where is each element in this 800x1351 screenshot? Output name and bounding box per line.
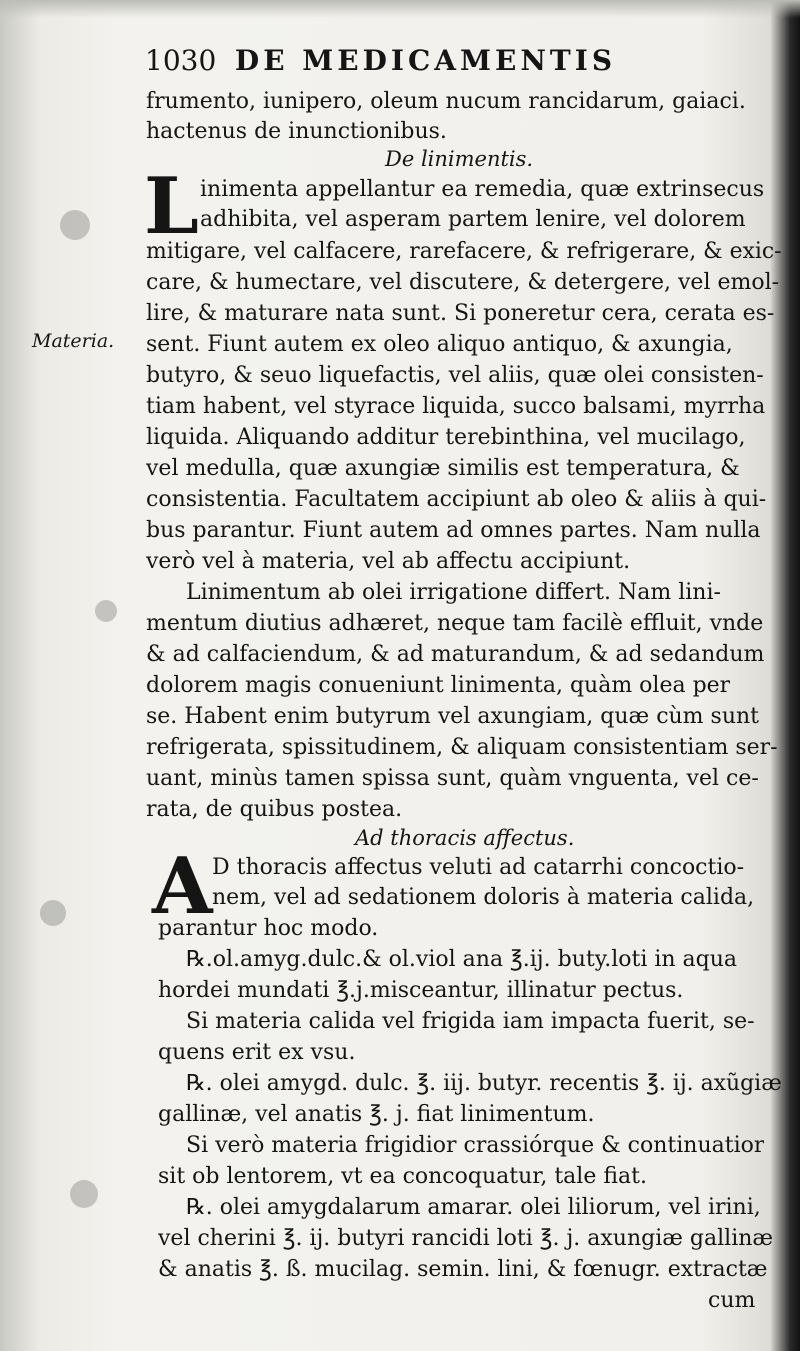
text-line: liquida. Aliquando additur terebinthina, vel mucilago, bbox=[146, 425, 746, 450]
text-line: Si verò materia frigidior crassiórque & continuatior bbox=[186, 1133, 765, 1158]
text-line: sit ob lentorem, vt ea concoquatur, tale fiat. bbox=[158, 1164, 647, 1189]
text-line: mitigare, vel calfacere, rarefacere, & refrigerare, & exic- bbox=[146, 239, 782, 264]
text-line: sent. Fiunt autem ex oleo aliquo antiquo, & axungia, bbox=[146, 332, 733, 357]
text-line: parantur hoc modo. bbox=[158, 916, 379, 941]
text-line: & anatis ℥. ß. mucilag. semin. lini, & fœnugr. extractæ bbox=[158, 1257, 768, 1282]
text-line: D thoracis affectus veluti ad catarrhi concoctio- bbox=[212, 855, 745, 880]
text-line: butyro, & seuo liquefactis, vel aliis, quæ olei consisten- bbox=[146, 363, 764, 388]
text-line: se. Habent enim butyrum vel axungiam, quæ cùm sunt bbox=[146, 704, 760, 729]
paper-stain bbox=[60, 210, 90, 240]
drop-cap: L bbox=[144, 161, 199, 252]
text-line: nem, vel ad sedationem doloris à materia calida, bbox=[212, 885, 755, 910]
text-line: quens erit ex vsu. bbox=[158, 1040, 356, 1065]
text-line: inimenta appellantur ea remedia, quæ extrinsecus bbox=[200, 177, 765, 202]
catchword: cum bbox=[708, 1288, 756, 1313]
running-title: DE MEDICAMENTIS bbox=[234, 44, 617, 77]
text-line: frumento, iunipero, oleum nucum rancidarum, gaiaci. bbox=[146, 89, 746, 114]
section-heading: De linimentis. bbox=[385, 147, 534, 171]
text-line: mentum diutius adhæret, neque tam facilè effluit, vnde bbox=[146, 611, 764, 636]
text-line: ℞. olei amygdalarum amarar. olei liliorum, vel irini, bbox=[186, 1195, 761, 1220]
drop-cap: A bbox=[152, 841, 213, 932]
text-line: refrigerata, spissitudinem, & aliquam consistentiam ser- bbox=[146, 735, 778, 760]
text-line: uant, minùs tamen spissa sunt, quàm vnguenta, vel ce- bbox=[146, 766, 759, 791]
paper-stain bbox=[70, 1180, 98, 1208]
text-line: hactenus de inunctionibus. bbox=[146, 119, 447, 144]
margin-note: Materia. bbox=[32, 330, 115, 352]
text-line: verò vel à materia, vel ab affectu accipiunt. bbox=[146, 549, 631, 574]
running-header bbox=[145, 44, 705, 84]
text-line: & ad calfaciendum, & ad maturandum, & ad sedandum bbox=[146, 642, 765, 667]
page-number: 1030 bbox=[145, 44, 217, 77]
paper-stain bbox=[95, 600, 117, 622]
text-line: care, & humectare, vel discutere, & detergere, vel emol- bbox=[146, 270, 780, 295]
text-line: tiam habent, vel styrace liquida, succo balsami, myrrha bbox=[146, 394, 766, 419]
text-line: vel cherini ℥. ij. butyri rancidi loti ℥. j. axungiæ gallinæ bbox=[158, 1226, 774, 1251]
text-line: bus parantur. Fiunt autem ad omnes partes. Nam nulla bbox=[146, 518, 761, 543]
text-line: ℞.ol.amyg.dulc.& ol.viol ana ℥.ij. buty.loti in aqua bbox=[186, 947, 738, 972]
text-line: lire, & maturare nata sunt. Si poneretur cera, cerata es- bbox=[146, 301, 775, 326]
text-line: ℞. olei amygd. dulc. ℥. iij. butyr. recentis ℥. ij. axũgiæ bbox=[186, 1071, 782, 1096]
text-line: dolorem magis conueniunt linimenta, quàm olea per bbox=[146, 673, 731, 698]
text-line: hordei mundati ℥.j.misceantur, illinatur pectus. bbox=[158, 978, 684, 1003]
page-top-shadow bbox=[0, 0, 800, 18]
text-line: vel medulla, quæ axungiæ similis est temperatura, & bbox=[146, 456, 740, 481]
text-line: consistentia. Facultatem accipiunt ab oleo & aliis à qui- bbox=[146, 487, 767, 512]
paper-stain bbox=[40, 900, 66, 926]
text-line: Si materia calida vel frigida iam impacta fuerit, se- bbox=[186, 1009, 755, 1034]
text-line: adhibita, vel asperam partem lenire, vel dolorem bbox=[200, 207, 746, 232]
text-line: Linimentum ab olei irrigatione differt. Nam lini- bbox=[186, 580, 721, 605]
text-line: gallinæ, vel anatis ℥. j. fiat linimentum. bbox=[158, 1102, 595, 1127]
section-heading: Ad thoracis affectus. bbox=[355, 826, 575, 850]
text-line: rata, de quibus postea. bbox=[146, 797, 403, 822]
